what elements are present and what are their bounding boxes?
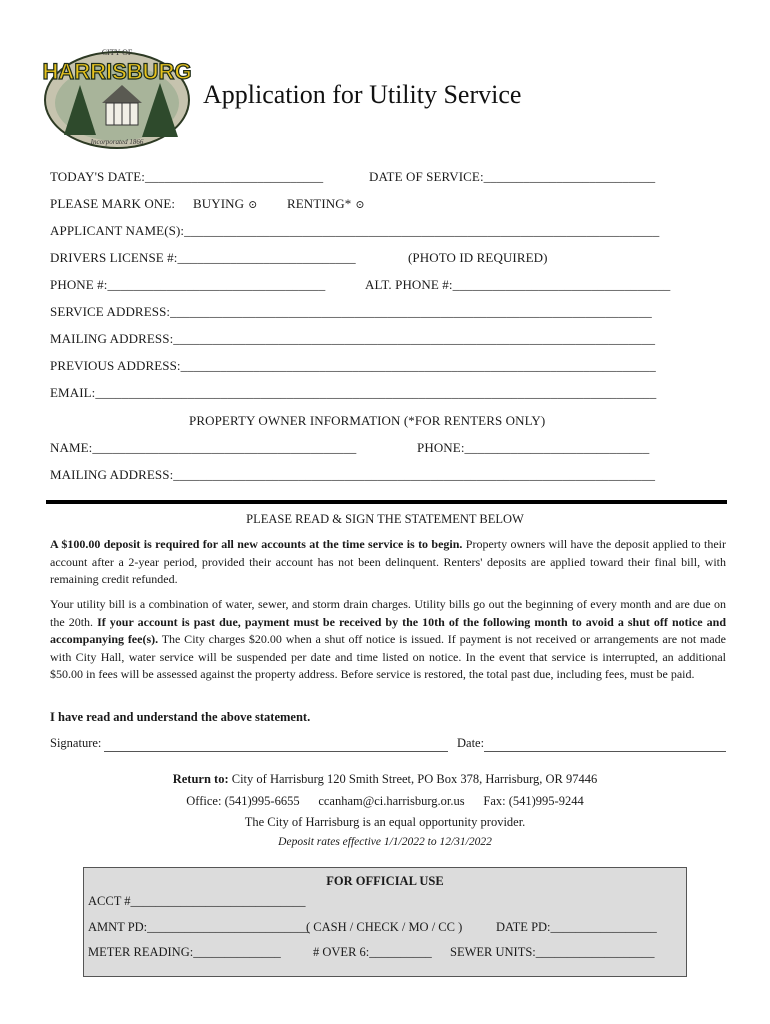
billing-text-b: The City charges $20.00 when a shut off notice is issued. If payment is not received or arrangements are not made with City Hall, water service will be suspended per date and time listed on notice. In the event that service is interrupted, an additional $50.00 in fees will be assessed against the property address. Before service is restored, the total past due, including fees, must be paid. (50, 632, 726, 681)
acknowledgement: I have read and understand the above statement. (50, 710, 311, 724)
page-title: Application for Utility Service (203, 80, 522, 109)
logo-incorporated: Incorporated 1866 (90, 138, 144, 146)
alt-phone-field[interactable]: ALT. PHONE #:_________________________________ (365, 277, 671, 292)
radio-icon[interactable]: ⊙ (355, 199, 365, 211)
statement-heading: PLEASE READ & SIGN THE STATEMENT BELOW (246, 512, 524, 526)
billing-bold-text: If your account is past due, payment must be received by the 10th of the following month to avoid a shut off notice and accompanying fee(s). (50, 614, 726, 646)
renting-option[interactable] (287, 196, 365, 212)
buying-label: BUYING (193, 196, 245, 211)
todays-date-field[interactable]: TODAY'S DATE:___________________________ (50, 169, 324, 184)
office-contact-line: Office: (541)995-6655 ccanham@ci.harrisburg.or.us Fax: (541)995-9244 (186, 794, 584, 808)
deposit-bold-text: A $100.00 deposit is required for all new accounts at the time service is to begin. (50, 537, 463, 551)
return-to-label: Return to: (172, 772, 229, 786)
photo-id-note: (PHOTO ID REQUIRED) (408, 250, 548, 265)
equal-opportunity-line: The City of Harrisburg is an equal opportunity provider. (244, 815, 526, 829)
owner-phone-field[interactable]: PHONE:____________________________ (417, 440, 650, 455)
phone-field[interactable]: PHONE #:_________________________________ (50, 277, 326, 292)
return-to-address: City of Harrisburg 120 Smith Street, PO Box 378, Harrisburg, OR 97446 (228, 772, 598, 786)
owner-info-heading: PROPERTY OWNER INFORMATION (*FOR RENTERS ONLY) (189, 413, 546, 428)
deposit-text: Property owners will have the deposit applied to their account after a 2-year period, provided their account has not been delinquent. Renters' deposits are applied toward their final bill, with remaining credit refunded. (50, 537, 726, 586)
payment-type-options[interactable]: ( CASH / CHECK / MO / CC ) (306, 920, 463, 934)
amount-paid-field[interactable]: AMNT PD:__________________________ (88, 920, 310, 934)
signature-line[interactable] (104, 751, 448, 752)
logo-city-name: HARRISBURG (42, 59, 192, 84)
deposit-paragraph (50, 536, 726, 589)
city-logo (42, 45, 192, 150)
owner-mailing-field[interactable]: MAILING ADDRESS:_________________________________________________________________________ (50, 467, 656, 482)
buying-option[interactable] (193, 196, 257, 212)
date-of-service-field[interactable]: DATE OF SERVICE:__________________________ (369, 169, 656, 184)
logo-city-small: CITY OF (101, 48, 133, 57)
billing-paragraph (50, 596, 726, 684)
date-label: Date: (457, 736, 485, 750)
meter-reading-field[interactable]: METER READING:______________ (88, 945, 281, 959)
drivers-license-field[interactable]: DRIVERS LICENSE #:___________________________ (50, 250, 356, 265)
mailing-address-field[interactable]: MAILING ADDRESS:_________________________________________________________________________ (50, 331, 656, 346)
signature-label: Signature: (50, 736, 102, 750)
renting-label: RENTING* (287, 196, 352, 211)
over-six-field[interactable]: # OVER 6:__________ (313, 945, 432, 959)
acct-field[interactable]: ACCT #____________________________ (88, 894, 306, 908)
deposit-rates-line: Deposit rates effective 1/1/2022 to 12/31/2022 (278, 836, 492, 848)
return-to-line (0, 772, 770, 787)
mark-one-label: PLEASE MARK ONE: (50, 196, 176, 211)
official-use-heading: FOR OFFICIAL USE (326, 874, 444, 888)
radio-icon[interactable]: ⊙ (248, 199, 258, 211)
sewer-units-field[interactable]: SEWER UNITS:___________________ (450, 945, 655, 959)
service-address-field[interactable]: SERVICE ADDRESS:_________________________________________________________________________ (50, 304, 652, 319)
owner-name-field[interactable]: NAME:________________________________________ (50, 440, 357, 455)
billing-text-a: Your utility bill is a combination of water, sewer, and storm drain charges. Utility bills go out the beginning of every month and are due on the 20th. (50, 597, 726, 629)
previous-address-field[interactable]: PREVIOUS ADDRESS:________________________________________________________________________ (50, 358, 656, 373)
section-divider (46, 500, 727, 504)
date-line[interactable] (484, 751, 726, 752)
official-use-box (83, 867, 687, 977)
email-field[interactable]: EMAIL:_____________________________________________________________________________________ (50, 385, 657, 400)
date-paid-field[interactable]: DATE PD:_________________ (496, 920, 657, 934)
applicant-name-field[interactable]: APPLICANT NAME(S):________________________________________________________________________ (50, 223, 660, 238)
